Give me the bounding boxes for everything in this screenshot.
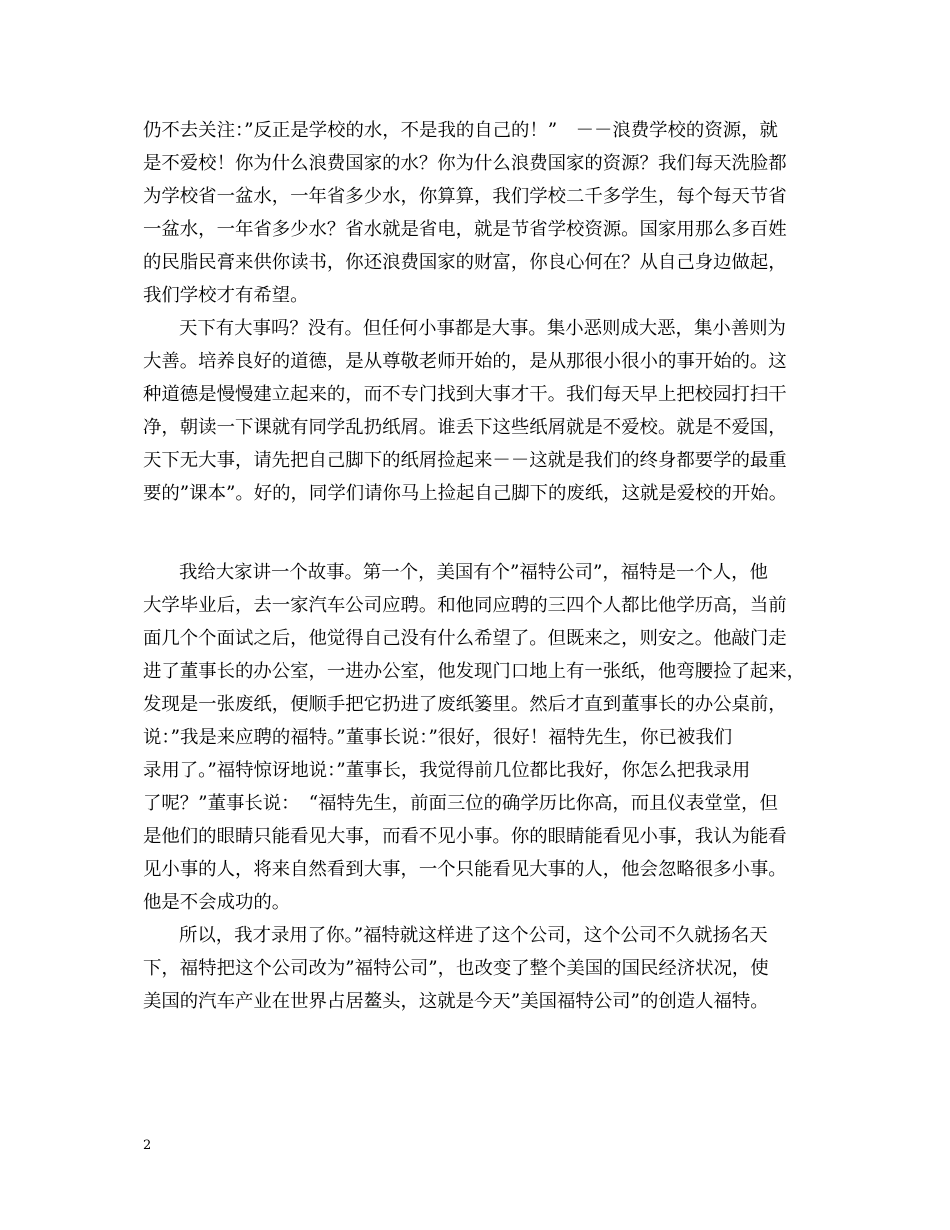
text-line: 他是不会成功的。 (143, 892, 291, 913)
page-number: 2 (143, 1138, 152, 1153)
paragraph (143, 312, 823, 510)
text-line: 进了董事长的办公室，一进办公室，他发现门口地上有一张纸，他弯腰捡了起来， (143, 661, 806, 682)
text-line: 是他们的眼睛只能看见大事，而看不见小事。你的眼睛能看见小事，我认为能看 (143, 826, 787, 847)
paragraph (143, 919, 823, 1018)
text-line: 了呢？”董事长说： “福特先生，前面三位的确学历比你高，而且仪表堂堂，但 (143, 793, 778, 814)
text-line: 发现是一张废纸，便顺手把它扔进了废纸篓里。然后才直到董事长的办公桌前， (143, 694, 787, 715)
text-line: 大善。培养良好的道德，是从尊敬老师开始的，是从那很小很小的事开始的。这 (143, 351, 787, 372)
text-line: 净，朝读一下课就有同学乱扔纸屑。谁丢下这些纸屑就是不爱校。就是不爱国， (143, 417, 787, 438)
text-line: 面几个个面试之后，他觉得自己没有什么希望了。但既来之，则安之。他敲门走 (143, 628, 787, 649)
body-text (143, 114, 823, 1018)
text-line: 美国的汽车产业在世界占居鳌头，这就是今天”美国福特公司”的创造人福特。 (143, 991, 769, 1012)
paragraph (143, 556, 823, 919)
text-line: 为学校省一盆水，一年省多少水，你算算，我们学校二千多学生，每个每天节省 (143, 186, 787, 207)
text-line: 说：”我是来应聘的福特。”董事长说：”很好，很好！福特先生，你已被我们 (143, 727, 733, 748)
text-line: 所以，我才录用了你。”福特就这样进了这个公司，这个公司不久就扬名天 (179, 925, 768, 946)
text-line: 大学毕业后，去一家汽车公司应聘。和他同应聘的三四个人都比他学历高，当前 (143, 595, 787, 616)
text-line: 见小事的人，将来自然看到大事，一个只能看见大事的人，他会忽略很多小事。 (143, 859, 787, 880)
text-line: 仍不去关注：”反正是学校的水，不是我的自己的！” －－浪费学校的资源，就 (143, 120, 778, 141)
text-line: 我给大家讲一个故事。第一个，美国有个”福特公司”，福特是一个人，他 (179, 562, 768, 583)
text-line: 一盆水，一年省多少水？省水就是省电，就是节省学校资源。国家用那么多百姓 (143, 219, 787, 240)
paragraph (143, 114, 823, 312)
paragraph-spacer (143, 510, 823, 556)
text-line: 天下有大事吗？没有。但任何小事都是大事。集小恶则成大恶，集小善则为 (179, 318, 786, 339)
text-line: 是不爱校！你为什么浪费国家的水？你为什么浪费国家的资源？我们每天洗脸都 (143, 153, 787, 174)
text-line: 的民脂民膏来供你读书，你还浪费国家的财富，你良心何在？从自己身边做起， (143, 252, 787, 273)
text-line: 种道德是慢慢建立起来的，而不专门找到大事才干。我们每天早上把校园打扫干 (143, 384, 787, 405)
text-line: 天下无大事，请先把自己脚下的纸屑捡起来－－这就是我们的终身都要学的最重 (143, 450, 787, 471)
text-line: 录用了。”福特惊讶地说：”董事长，我觉得前几位都比我好，你怎么把我录用 (143, 760, 751, 781)
text-line: 下，福特把这个公司改为”福特公司”，也改变了整个美国的国民经济状况，使 (143, 958, 769, 979)
text-line: 要的”课本”。好的，同学们请你马上捡起自己脚下的废纸，这就是爱校的开始。 (143, 483, 788, 504)
text-line: 我们学校才有希望。 (143, 285, 309, 306)
